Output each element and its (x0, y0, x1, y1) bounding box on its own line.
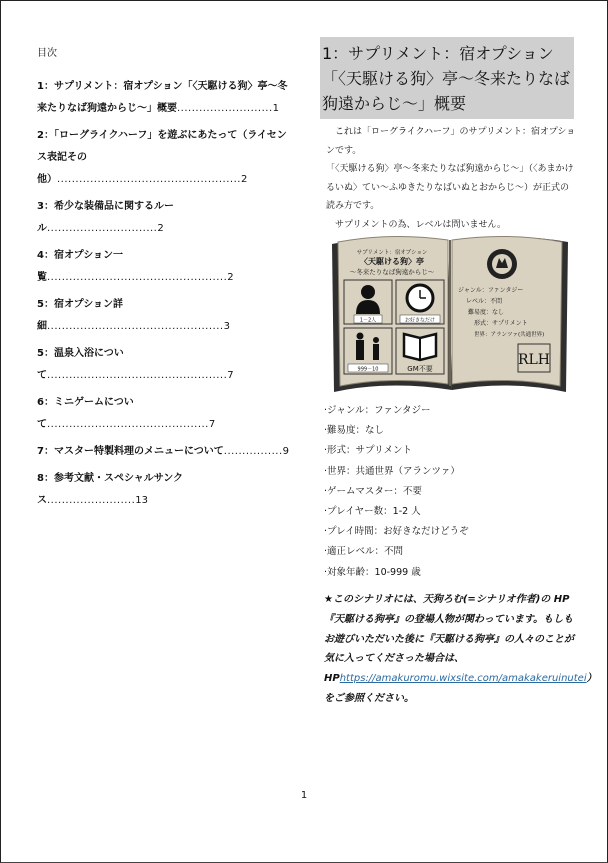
toc-page-number: 13 (135, 495, 149, 506)
section-heading: 1：サプリメント：宿オプション「〈天駆ける狗〉亭〜冬来たりなば狗遠からじ〜」概要 (320, 37, 574, 119)
toc-leader-dots: ................................................. (47, 272, 228, 283)
intro-line: 「〈天駆ける狗〉亭〜冬来たりなば狗遠からじ〜」（〈あまかけるいぬ〉てい〜ふゆきたりなばいぬとおからじ〜）が正式の読み方です。 (326, 164, 574, 211)
child-body-icon (373, 344, 379, 360)
toc-title: 目次 (37, 48, 57, 59)
child-icon (373, 337, 379, 343)
toc-entry-title: 4：宿オプション一覧 (37, 250, 124, 283)
toc-entry[interactable] (37, 245, 289, 289)
toc-entry[interactable] (37, 468, 289, 512)
intro-line: サプリメントの為、レベルは問いません。 (326, 219, 507, 230)
toc-entry[interactable] (37, 125, 289, 191)
book-info-row: ジャンル：ファンタジー (458, 287, 524, 294)
toc-entry[interactable] (37, 196, 289, 240)
toc-page-number: 2 (240, 174, 248, 185)
notice-text (324, 590, 597, 709)
toc-entry[interactable] (37, 441, 289, 463)
property-item: ·難易度：なし (324, 425, 385, 437)
gm-caption: GM不要 (407, 365, 433, 373)
book-info-row: 難易度：なし (468, 309, 505, 316)
toc-page-number: 3 (223, 321, 230, 332)
page-number: 1 (300, 790, 308, 801)
toc-leader-dots: ................ (223, 446, 283, 457)
toc-entry-title: 1：サプリメント：宿オプション「〈天駆ける狗〉亭〜冬来たりなば狗遠からじ〜」概要 (37, 81, 288, 114)
toc-page-number: 9 (282, 446, 289, 457)
toc-entry-title: 8：参考文献・スペシャルサンクス (37, 473, 184, 506)
book-info-row: レベル：不問 (466, 298, 503, 305)
intro-line: これは「ローグライクハーフ」のサプリメント：宿オプションです。 (326, 127, 576, 156)
toc-entry-title: 6：ミニゲームについて (37, 397, 134, 430)
person-icon (361, 285, 375, 299)
rlh-logo: RLH (517, 352, 551, 368)
book-illustration (328, 230, 572, 398)
adult-icon (357, 333, 364, 340)
property-list (324, 401, 574, 583)
notice-end: ）をご参照ください。 (324, 673, 597, 704)
property-item: ·対象年齢：10-999 歳 (324, 566, 421, 578)
property-item: ·形式：サプリメント (324, 445, 412, 457)
property-item: ·適正レベル：不問 (324, 546, 404, 558)
notice-body: ★このシナリオには、天狗ろむ(=シナリオ作者)の HP『天駆ける狗亭』の登場人物が関わっています。もしもお遊びいただいた後に『天駆ける狗亭』の人々のことが気に入ってくださった場合は、HP (324, 594, 574, 685)
property-item: ·プレイヤー数：1-2 人 (324, 506, 421, 518)
book-left-heading: サプリメント：宿オプション (356, 250, 428, 256)
toc-leader-dots: .............................. (47, 223, 158, 234)
book-info-row: 世界：アランツァ(共通世界) (474, 332, 545, 338)
toc-leader-dots: ............................................ (47, 419, 209, 430)
age-caption: 999－10 (357, 366, 379, 373)
toc-page-number: 1 (272, 103, 280, 114)
toc-page-number: 7 (208, 419, 216, 430)
toc-page-number: 2 (157, 223, 164, 234)
table-of-contents (37, 44, 289, 517)
toc-page-number: 2 (227, 272, 234, 283)
time-caption: お好きなだけ (404, 317, 436, 324)
book-left-subtitle: 〜冬来たりなば狗遠からじ〜 (349, 268, 435, 276)
toc-entry-title: 7：マスター特製料理のメニューについて (37, 446, 224, 457)
toc-leader-dots: ................................................ (47, 321, 224, 332)
book-left-title: 〈天駆ける狗〉亭 (360, 257, 424, 266)
toc-leader-dots: ........................ (47, 495, 136, 506)
toc-leader-dots: .......................... (177, 103, 273, 114)
property-item: ·世界：共通世界（アランツァ） (324, 465, 460, 477)
toc-entry[interactable] (37, 392, 289, 436)
toc-entry[interactable] (37, 343, 289, 387)
toc-entry[interactable] (37, 294, 289, 338)
property-item: ·ゲームマスター：不要 (324, 485, 422, 497)
toc-leader-dots: .................................................. (57, 174, 241, 185)
toc-entry-title: 3：希少な装備品に関するルール (37, 201, 174, 234)
toc-list (37, 76, 289, 512)
property-item: ·ジャンル：ファンタジー (324, 405, 431, 416)
toc-leader-dots: ................................................. (47, 370, 228, 381)
adult-body-icon (356, 340, 364, 360)
property-item: ·プレイ時間：お好きなだけどうぞ (324, 526, 469, 538)
intro-text (326, 123, 576, 234)
toc-entry-title: 5：宿オプション詳細 (37, 299, 124, 332)
toc-entry-title: 5：温泉入浴について (37, 348, 124, 381)
book-info-row: 形式：サプリメント (474, 320, 528, 327)
toc-entry[interactable] (37, 76, 289, 120)
toc-entry-title: 2：「ローグライクハーフ」を遊ぶにあたって（ライセンス表記その他） (37, 130, 287, 185)
players-caption: 1－2人 (359, 317, 377, 324)
toc-page-number: 7 (227, 370, 234, 381)
homepage-link[interactable]: https://amakuromu.wixsite.com/amakakeruinutei (339, 673, 587, 685)
